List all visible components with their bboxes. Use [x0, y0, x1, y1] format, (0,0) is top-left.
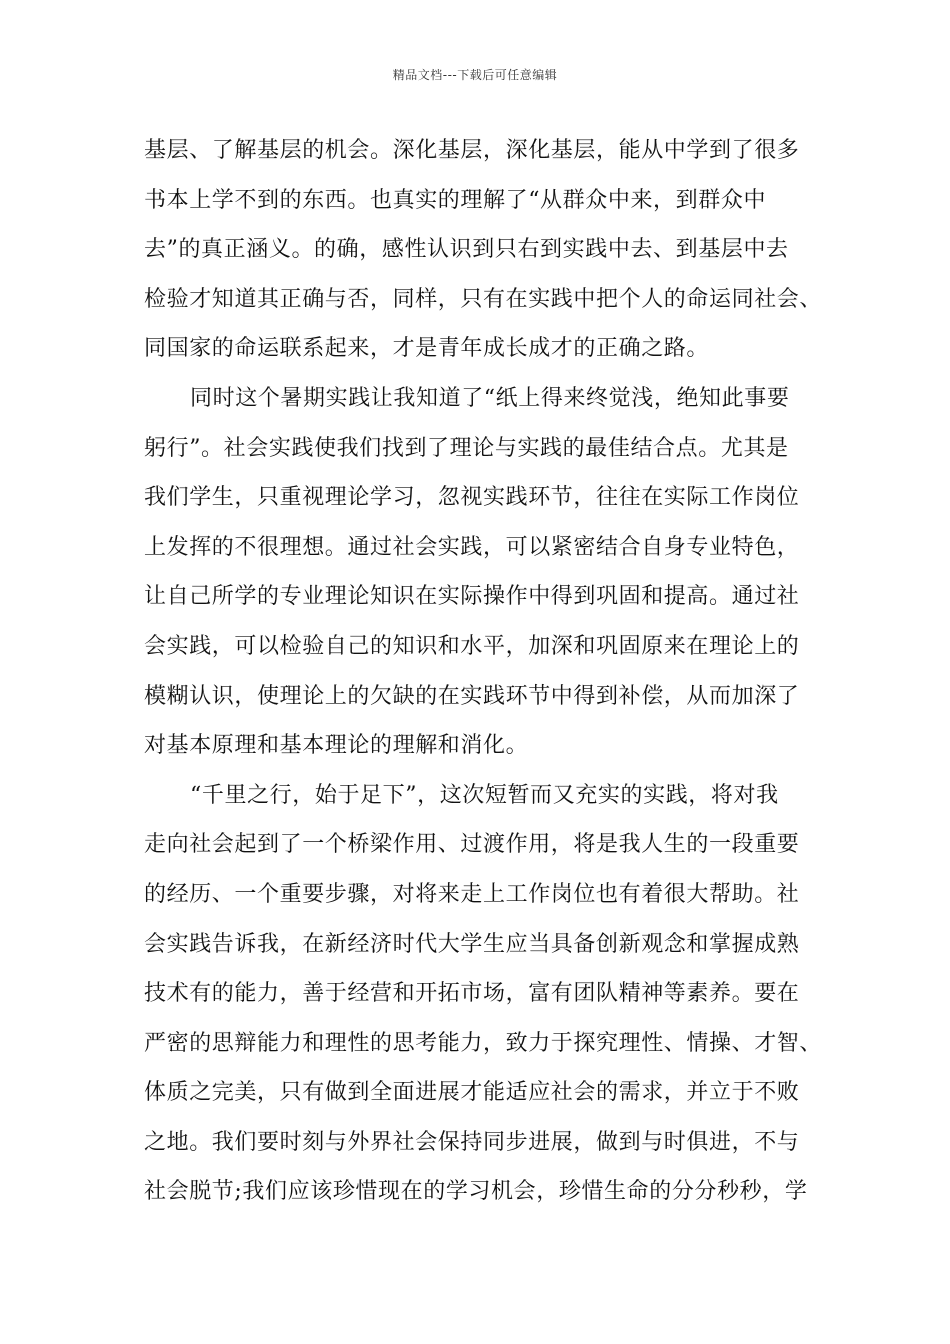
text-line: 会实践，可以检验自己的知识和水平，加深和巩固原来在理论上的: [144, 633, 800, 659]
body-text: [144, 131, 824, 1222]
text-line: 技术有的能力，善于经营和开拓市场，富有团队精神等素养。要在: [144, 981, 800, 1007]
text-line: 的经历、一个重要步骤，对将来走上工作岗位也有着很大帮助。社: [144, 881, 800, 907]
text-line: 模糊认识，使理论上的欠缺的在实践环节中得到补偿，从而加深了: [144, 683, 800, 709]
text-line: 让自己所学的专业理论知识在实际操作中得到巩固和提高。通过社: [144, 584, 800, 610]
text-line: 我们学生，只重视理论学习，忽视实践环节，往往在实际工作岗位: [144, 485, 800, 511]
text-line: 之地。我们要时刻与外界社会保持同步进展，做到与时俱进，不与: [144, 1129, 800, 1155]
text-line: 会实践告诉我，在新经济时代大学生应当具备创新观念和掌握成熟: [144, 931, 800, 957]
text-line: 书本上学不到的东西。也真实的理解了“从群众中来，到群众中: [144, 187, 767, 213]
text-line: 躬行”。社会实践使我们找到了理论与实践的最佳结合点。尤其是: [144, 435, 789, 461]
text-line: 同国家的命运联系起来，才是青年成长成才的正确之路。: [144, 336, 710, 362]
paragraph-first-line: 同时这个暑期实践让我知道了“纸上得来终觉浅，绝知此事要: [190, 385, 790, 411]
text-line: 走向社会起到了一个桥梁作用、过渡作用，将是我人生的一段重要: [144, 832, 800, 858]
text-line: 上发挥的不很理想。通过社会实践，可以紧密结合自身专业特色，: [144, 534, 800, 560]
text-line: 体质之完美，只有做到全面进展才能适应社会的需求，并立于不败: [144, 1080, 800, 1106]
text-line: 严密的思辩能力和理性的思考能力，致力于探究理性、情操、才智、: [144, 1030, 823, 1056]
paragraph-first-line: “千里之行，始于足下”，这次短暂而又充实的实践，将对我: [190, 782, 779, 808]
page-header: 精品文档---下载后可任意编辑: [392, 68, 558, 82]
text-line: 去”的真正涵义。的确，感性认识到只右到实践中去、到基层中去: [144, 237, 789, 263]
text-line: 社会脱节;我们应该珍惜现在的学习机会，珍惜生命的分分秒秒，学: [144, 1179, 808, 1205]
text-line: 对基本原理和基本理论的理解和消化。: [144, 733, 529, 759]
text-line: 基层、了解基层的机会。深化基层，深化基层，能从中学到了很多: [144, 138, 800, 163]
text-line: 检验才知道其正确与否，同样，只有在实践中把个人的命运同社会、: [144, 286, 823, 312]
